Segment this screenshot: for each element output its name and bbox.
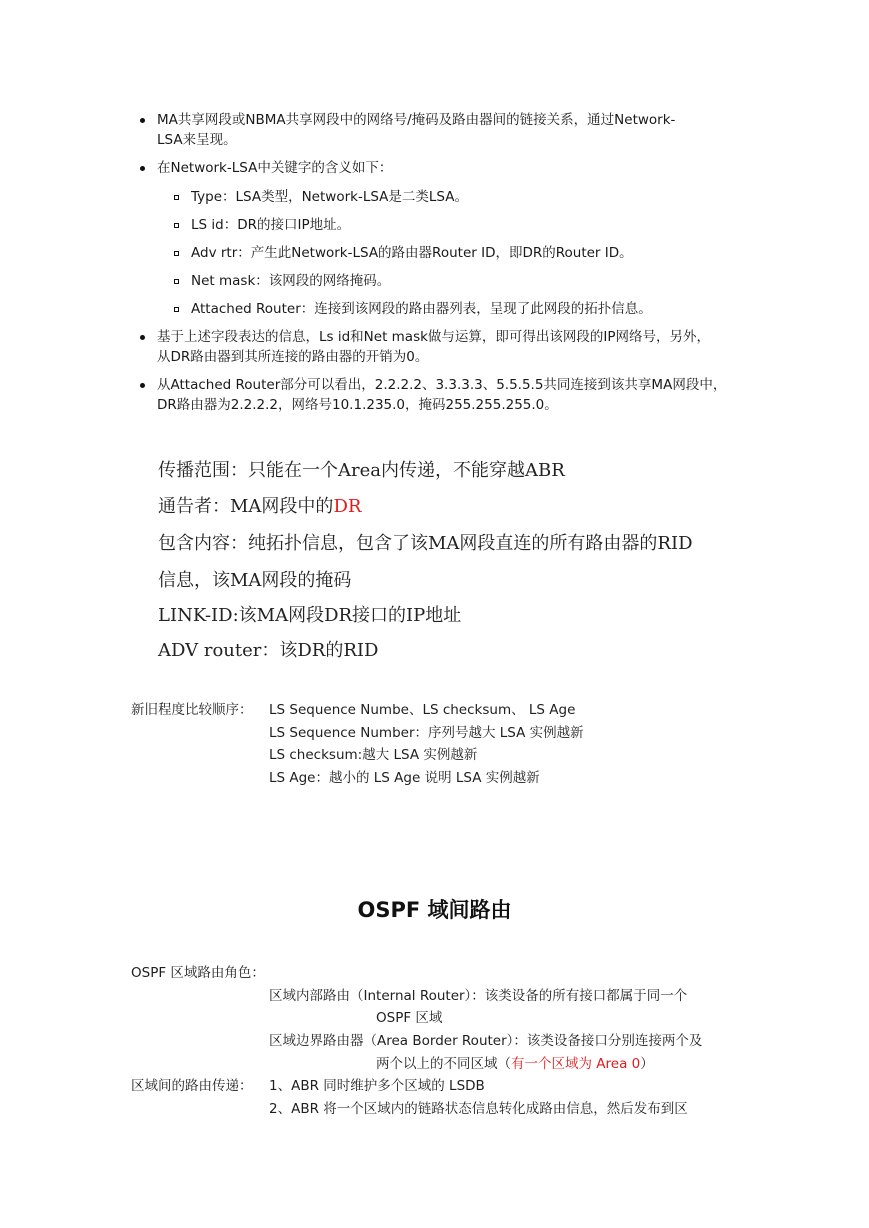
- transfer-line-1: 1、ABR 同时维护多个区域的 LSDB: [269, 1078, 485, 1094]
- sub-item-net-mask: Net mask：该网段的网络掩码。: [191, 273, 391, 289]
- role-internal-line-1: 区域内部路由（Internal Router）：该类设备的所有接口都属于同一个: [269, 988, 688, 1004]
- note-adv-router: ADV router：该DR的RID: [158, 640, 379, 661]
- bullet-1-line-2: LSA来呈现。: [157, 132, 237, 148]
- bullet-4-line-2: DR路由器为2.2.2.2，网络号10.1.235.0，掩码255.255.255.0。: [157, 397, 558, 413]
- compare-line-2: LS Sequence Number：序列号越大 LSA 实例越新: [269, 725, 584, 741]
- note-scope: 传播范围：只能在一个Area内传递，不能穿越ABR: [158, 460, 565, 481]
- bullet-2: 在Network-LSA中关键字的含义如下：: [157, 160, 393, 176]
- sub-item-attached-router: Attached Router：连接到该网段的路由器列表，呈现了此网段的拓扑信息。: [191, 301, 652, 317]
- bullet-dot: [140, 383, 145, 388]
- note-advertiser: [158, 492, 361, 518]
- compare-line-1: LS Sequence Numbe、LS checksum、 LS Age: [269, 702, 576, 718]
- sub-bullet-square: [174, 279, 179, 284]
- sub-bullet-square: [174, 307, 179, 312]
- note-link-id: LINK-ID:该MA网段DR接口的IP地址: [158, 605, 462, 626]
- compare-line-3: LS checksum:越大 LSA 实例越新: [269, 747, 478, 763]
- note-content-line-1: 包含内容：纯拓扑信息，包含了该MA网段直连的所有路由器的RID: [158, 533, 693, 554]
- bullet-dot: [140, 118, 145, 123]
- section-title: OSPF 域间路由: [357, 898, 512, 922]
- transfer-label: 区域间的路由传递：: [131, 1078, 253, 1094]
- note-advertiser-dr: DR: [333, 496, 362, 517]
- compare-line-4: LS Age：越小的 LS Age 说明 LSA 实例越新: [269, 770, 540, 786]
- role-internal-line-2: OSPF 区域: [376, 1010, 443, 1026]
- role-abr-line-2-close: ）: [640, 1056, 654, 1072]
- bullet-3-line-1: 基于上述字段表达的信息，Ls id和Net mask做与运算，即可得出该网段的IP网络号，另外，: [157, 329, 711, 345]
- bullet-1-line-1: MA共享网段或NBMA共享网段中的网络号/掩码及路由器间的链接关系，通过Network-: [157, 112, 676, 128]
- sub-item-ls-id: LS id：DR的接口IP地址。: [191, 217, 351, 233]
- bullet-4-line-1: 从Attached Router部分可以看出，2.2.2.2、3.3.3.3、5.5.5.5共同连接到该共享MA网段中，: [157, 377, 727, 393]
- role-abr-line-1: 区域边界路由器（Area Border Router）：该类设备接口分别连接两个及: [269, 1033, 703, 1049]
- transfer-line-2: 2、ABR 将一个区域内的链路状态信息转化成路由信息，然后发布到区: [269, 1101, 688, 1117]
- sub-item-adv-rtr: Adv rtr：产生此Network-LSA的路由器Router ID，即DR的Router ID。: [191, 245, 633, 261]
- bullet-dot: [140, 335, 145, 340]
- note-advertiser-label: 通告者：MA网段中的: [158, 496, 334, 517]
- sub-bullet-square: [174, 251, 179, 256]
- bullet-dot: [140, 166, 145, 171]
- bullet-3-line-2: 从DR路由器到其所连接的路由器的开销为0。: [157, 349, 429, 365]
- note-content-line-2: 信息，该MA网段的掩码: [158, 570, 352, 591]
- role-abr-line-2-text: 两个以上的不同区域（: [376, 1056, 511, 1072]
- roles-label: OSPF 区域路由角色：: [131, 965, 265, 981]
- sub-bullet-square: [174, 223, 179, 228]
- sub-bullet-square: [174, 195, 179, 200]
- sub-item-type: Type：LSA类型，Network-LSA是二类LSA。: [191, 189, 468, 205]
- role-abr-line-2: [376, 1052, 654, 1072]
- role-abr-area0-note: 有一个区域为 Area 0: [511, 1056, 641, 1072]
- compare-label: 新旧程度比较顺序：: [131, 702, 253, 718]
